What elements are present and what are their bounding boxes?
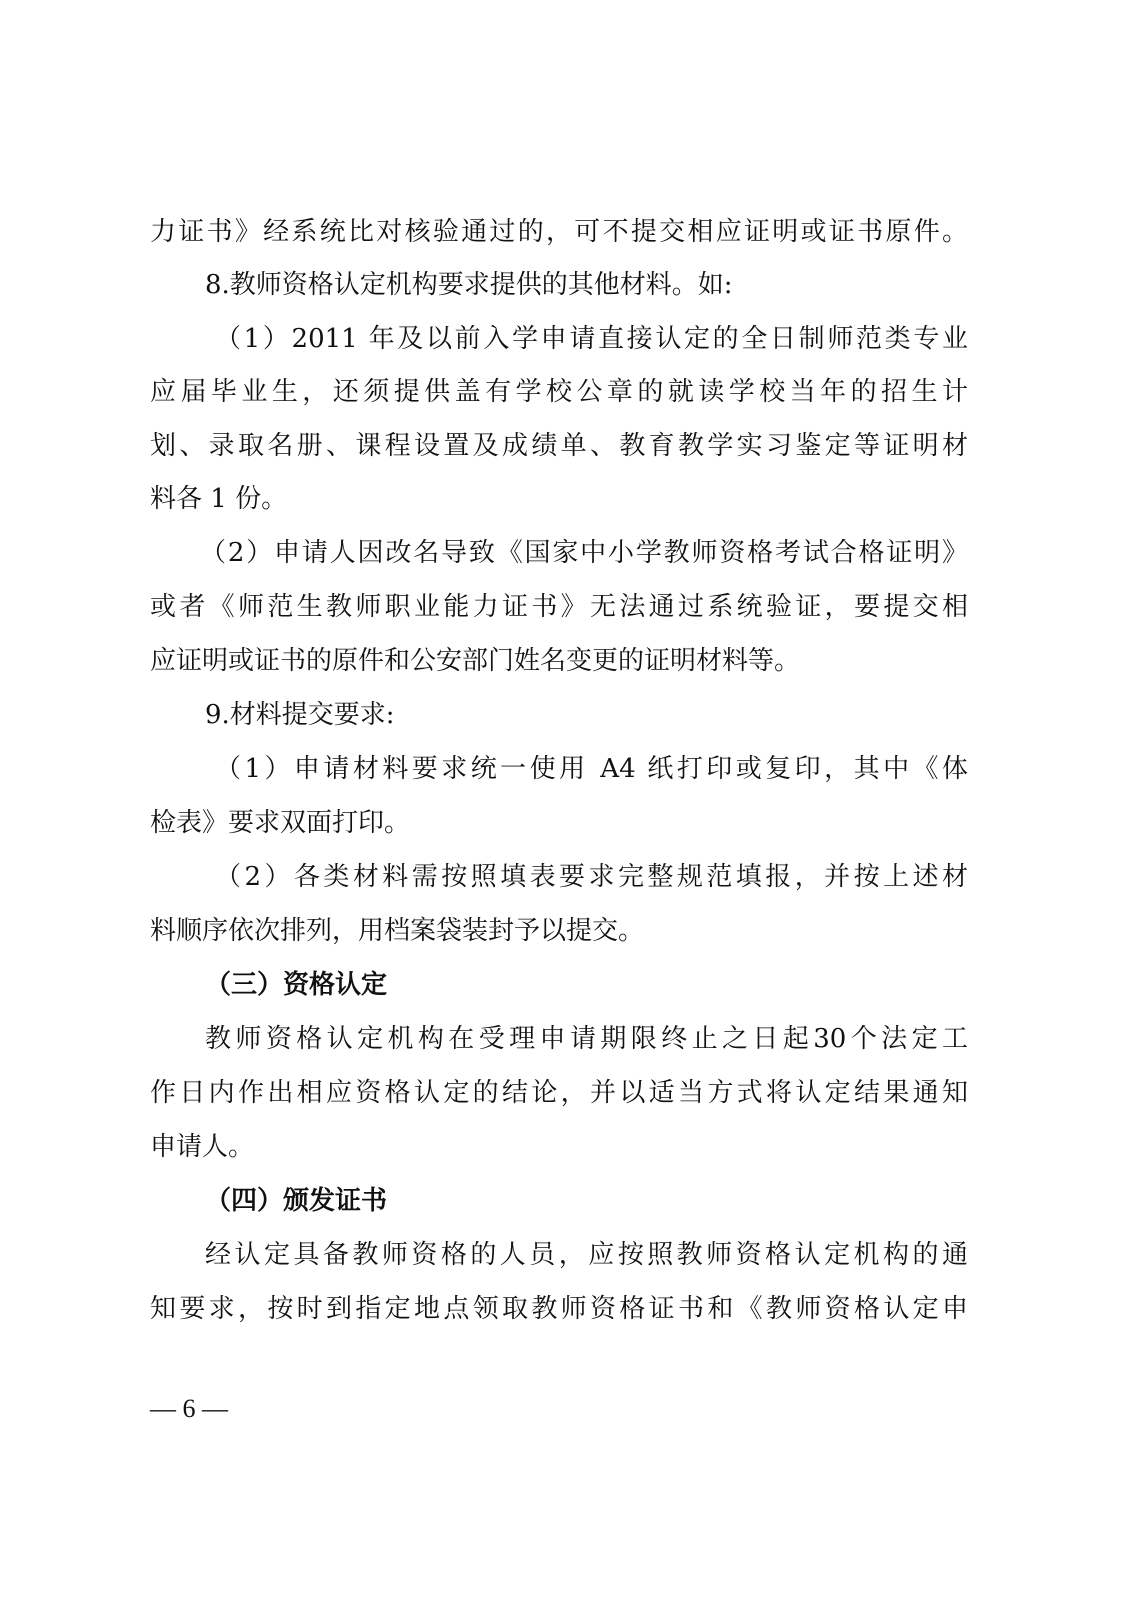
text-line: 检表》要求双面打印。 bbox=[150, 808, 411, 838]
text-line: 应届毕业生，还须提供盖有学校公章的就读学校当年的招生计 bbox=[150, 377, 968, 407]
text-line: 料各 1 份。 bbox=[150, 484, 288, 514]
list-item-heading: 8.教师资格认定机构要求提供的其他材料。如: bbox=[205, 270, 733, 300]
text-line: （2）各类材料需按照填表要求完整规范填报，并按上述材 bbox=[215, 862, 968, 892]
text-line: 划、录取名册、课程设置及成绩单、教育教学实习鉴定等证明材 bbox=[150, 431, 968, 461]
text-line: 知要求，按时到指定地点领取教师资格证书和《教师资格认定申 bbox=[150, 1294, 968, 1324]
text-line: 教师资格认定机构在受理申请期限终止之日起30个法定工 bbox=[205, 1024, 968, 1054]
section-heading: （三）资格认定 bbox=[205, 970, 388, 1000]
list-item-heading: 9.材料提交要求: bbox=[205, 700, 395, 730]
section-heading: （四）颁发证书 bbox=[205, 1186, 388, 1216]
text-line: （1）2011 年及以前入学申请直接认定的全日制师范类专业 bbox=[215, 324, 968, 354]
text-line: 料顺序依次排列，用档案袋装封予以提交。 bbox=[150, 916, 645, 946]
text-line: （2）申请人因改名导致《国家中小学教师资格考试合格证明》 bbox=[200, 538, 968, 568]
text-line: 作日内作出相应资格认定的结论，并以适当方式将认定结果通知 bbox=[150, 1078, 968, 1108]
text-line: 或者《师范生教师职业能力证书》无法通过系统验证，要提交相 bbox=[150, 592, 968, 622]
text-line: 力证书》经系统比对核验通过的，可不提交相应证明或证书原件。 bbox=[150, 217, 968, 247]
text-line: 经认定具备教师资格的人员，应按照教师资格认定机构的通 bbox=[205, 1240, 968, 1270]
text-line: （1）申请材料要求统一使用 A4 纸打印或复印，其中《体 bbox=[215, 754, 968, 784]
text-line: 申请人。 bbox=[150, 1132, 255, 1162]
text-line: 应证明或证书的原件和公安部门姓名变更的证明材料等。 bbox=[150, 646, 801, 676]
page-number: — 6 — bbox=[150, 1394, 228, 1423]
